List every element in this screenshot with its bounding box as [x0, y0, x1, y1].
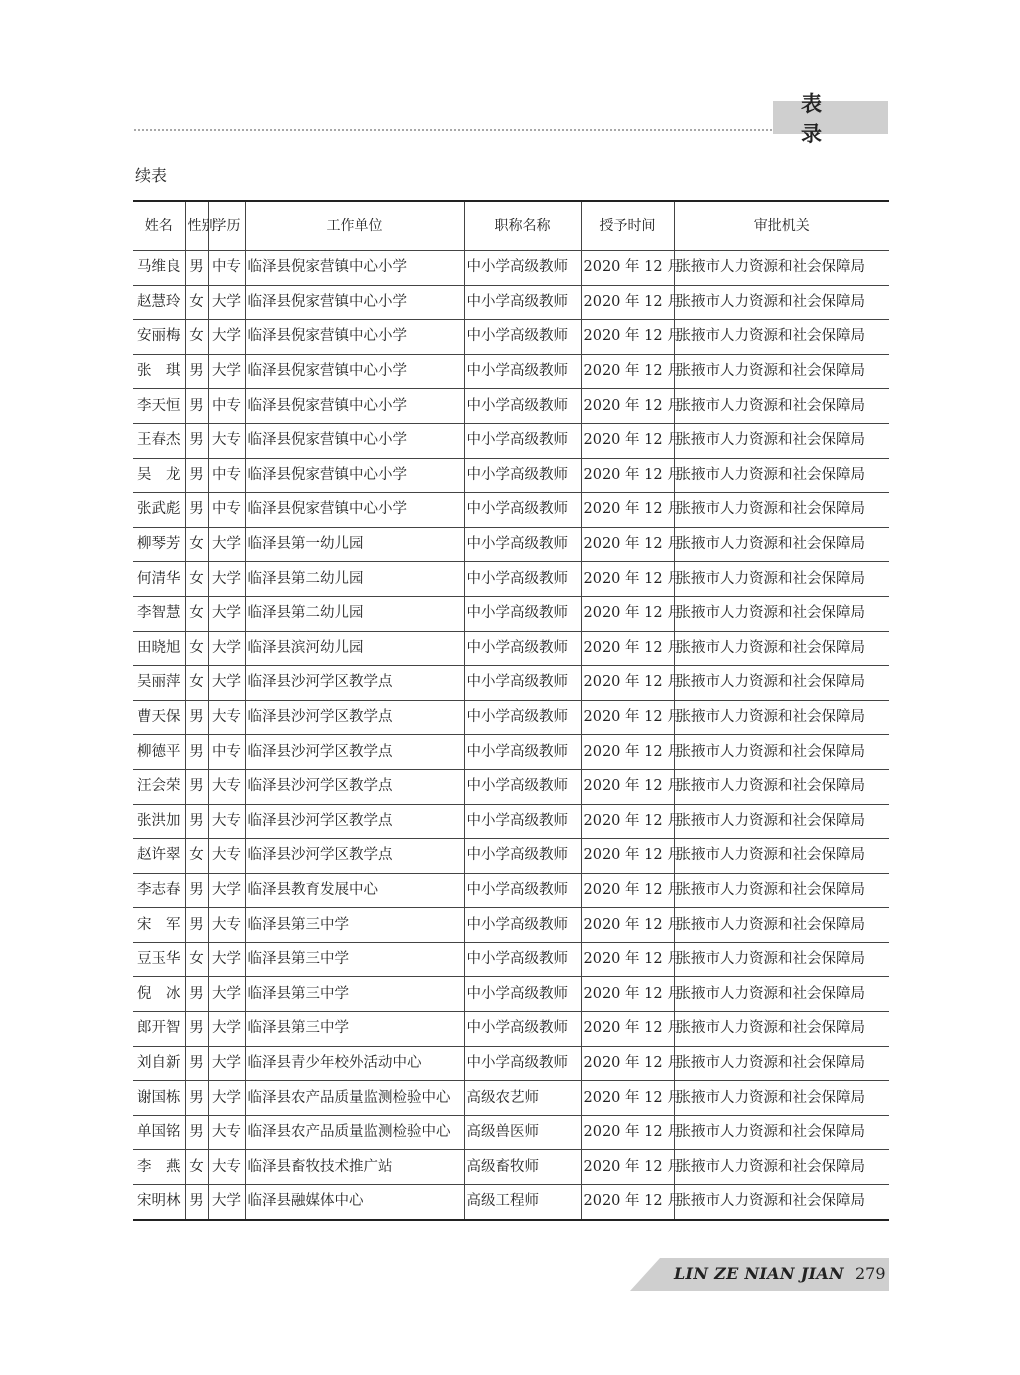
cell-education: 大学 [208, 631, 245, 666]
cell-authority: 张掖市人力资源和社会保障局 [674, 1046, 889, 1081]
table-row [133, 1185, 889, 1220]
cell-title: 中小学高级教师 [464, 354, 581, 389]
cell-authority: 张掖市人力资源和社会保障局 [674, 562, 889, 597]
cell-date: 2020 年 12 月 [581, 354, 674, 389]
cell-date: 2020 年 12 月 [581, 1150, 674, 1185]
cell-name: 张武彪 [133, 493, 185, 528]
table-row [133, 804, 889, 839]
cell-unit: 临泽县第三中学 [245, 908, 464, 943]
cell-title: 中小学高级教师 [464, 493, 581, 528]
cell-title: 高级农艺师 [464, 1081, 581, 1116]
cell-date: 2020 年 12 月 [581, 631, 674, 666]
table-row [133, 666, 889, 701]
cell-title: 中小学高级教师 [464, 1012, 581, 1047]
cell-title: 中小学高级教师 [464, 562, 581, 597]
cell-education: 大学 [208, 1046, 245, 1081]
cell-education: 大学 [208, 320, 245, 355]
cell-name: 王春杰 [133, 423, 185, 458]
cell-name: 李智慧 [133, 596, 185, 631]
cell-title: 高级畜牧师 [464, 1150, 581, 1185]
section-tab: 表 录 [773, 101, 888, 134]
cell-date: 2020 年 12 月 [581, 839, 674, 874]
cell-title: 高级工程师 [464, 1185, 581, 1220]
table-row [133, 873, 889, 908]
cell-authority: 张掖市人力资源和社会保障局 [674, 389, 889, 424]
cell-education: 大专 [208, 908, 245, 943]
cell-unit: 临泽县第三中学 [245, 942, 464, 977]
table-row [133, 839, 889, 874]
cell-title: 中小学高级教师 [464, 389, 581, 424]
cell-unit: 临泽县沙河学区教学点 [245, 769, 464, 804]
cell-unit: 临泽县畜牧技术推广站 [245, 1150, 464, 1185]
cell-gender: 女 [185, 666, 208, 701]
table-row [133, 320, 889, 355]
cell-name: 田晓旭 [133, 631, 185, 666]
cell-unit: 临泽县倪家营镇中心小学 [245, 285, 464, 320]
cell-authority: 张掖市人力资源和社会保障局 [674, 735, 889, 770]
cell-name: 吴丽萍 [133, 666, 185, 701]
table-row [133, 631, 889, 666]
cell-title: 中小学高级教师 [464, 977, 581, 1012]
cell-authority: 张掖市人力资源和社会保障局 [674, 1081, 889, 1116]
cell-authority: 张掖市人力资源和社会保障局 [674, 700, 889, 735]
cell-authority: 张掖市人力资源和社会保障局 [674, 1012, 889, 1047]
cell-date: 2020 年 12 月 [581, 389, 674, 424]
cell-name: 豆玉华 [133, 942, 185, 977]
cell-title: 中小学高级教师 [464, 735, 581, 770]
cell-gender: 男 [185, 700, 208, 735]
cell-date: 2020 年 12 月 [581, 1185, 674, 1220]
cell-education: 大学 [208, 1185, 245, 1220]
cell-gender: 男 [185, 977, 208, 1012]
cell-unit: 临泽县倪家营镇中心小学 [245, 493, 464, 528]
cell-gender: 男 [185, 354, 208, 389]
cell-name: 马维良 [133, 251, 185, 286]
cell-title: 中小学高级教师 [464, 942, 581, 977]
column-header-gender: 性别 [185, 201, 208, 251]
staff-title-table [133, 200, 889, 1221]
cell-education: 大学 [208, 1081, 245, 1116]
cell-date: 2020 年 12 月 [581, 873, 674, 908]
cell-education: 中专 [208, 735, 245, 770]
cell-gender: 男 [185, 493, 208, 528]
cell-education: 大学 [208, 977, 245, 1012]
cell-education: 大专 [208, 1150, 245, 1185]
cell-name: 柳德平 [133, 735, 185, 770]
cell-date: 2020 年 12 月 [581, 735, 674, 770]
cell-education: 中专 [208, 389, 245, 424]
cell-name: 刘自新 [133, 1046, 185, 1081]
column-header-date: 授予时间 [581, 201, 674, 251]
cell-education: 中专 [208, 493, 245, 528]
cell-unit: 临泽县倪家营镇中心小学 [245, 458, 464, 493]
cell-unit: 临泽县沙河学区教学点 [245, 700, 464, 735]
cell-date: 2020 年 12 月 [581, 527, 674, 562]
cell-unit: 临泽县第一幼儿园 [245, 527, 464, 562]
cell-date: 2020 年 12 月 [581, 700, 674, 735]
cell-authority: 张掖市人力资源和社会保障局 [674, 1115, 889, 1150]
cell-authority: 张掖市人力资源和社会保障局 [674, 977, 889, 1012]
cell-gender: 男 [185, 1185, 208, 1220]
table-row [133, 285, 889, 320]
cell-education: 大学 [208, 285, 245, 320]
cell-education: 大学 [208, 942, 245, 977]
cell-name: 李志春 [133, 873, 185, 908]
cell-unit: 临泽县沙河学区教学点 [245, 804, 464, 839]
table-row [133, 700, 889, 735]
cell-name: 倪 冰 [133, 977, 185, 1012]
cell-name: 谢国栋 [133, 1081, 185, 1116]
cell-date: 2020 年 12 月 [581, 562, 674, 597]
cell-unit: 临泽县滨河幼儿园 [245, 631, 464, 666]
cell-title: 中小学高级教师 [464, 285, 581, 320]
cell-title: 中小学高级教师 [464, 700, 581, 735]
cell-authority: 张掖市人力资源和社会保障局 [674, 804, 889, 839]
cell-name: 吴 龙 [133, 458, 185, 493]
cell-gender: 男 [185, 908, 208, 943]
continued-label: 续表 [135, 166, 168, 185]
table-body [133, 251, 889, 1220]
cell-gender: 男 [185, 458, 208, 493]
table-row [133, 251, 889, 286]
cell-education: 大专 [208, 423, 245, 458]
cell-authority: 张掖市人力资源和社会保障局 [674, 631, 889, 666]
cell-title: 中小学高级教师 [464, 769, 581, 804]
cell-gender: 男 [185, 1046, 208, 1081]
table-row [133, 1012, 889, 1047]
cell-title: 中小学高级教师 [464, 527, 581, 562]
cell-education: 大专 [208, 804, 245, 839]
table-header-row [133, 201, 889, 251]
cell-name: 宋明林 [133, 1185, 185, 1220]
cell-gender: 男 [185, 1012, 208, 1047]
cell-date: 2020 年 12 月 [581, 320, 674, 355]
table-row [133, 769, 889, 804]
cell-authority: 张掖市人力资源和社会保障局 [674, 493, 889, 528]
cell-unit: 临泽县沙河学区教学点 [245, 839, 464, 874]
cell-education: 中专 [208, 458, 245, 493]
cell-gender: 男 [185, 1081, 208, 1116]
cell-unit: 临泽县倪家营镇中心小学 [245, 389, 464, 424]
cell-title: 中小学高级教师 [464, 839, 581, 874]
cell-title: 中小学高级教师 [464, 596, 581, 631]
cell-education: 大学 [208, 596, 245, 631]
cell-name: 汪会荣 [133, 769, 185, 804]
column-header-name: 姓名 [133, 201, 185, 251]
table-row [133, 596, 889, 631]
table-row [133, 389, 889, 424]
cell-unit: 临泽县第二幼儿园 [245, 596, 464, 631]
cell-unit: 临泽县第三中学 [245, 977, 464, 1012]
cell-gender: 男 [185, 873, 208, 908]
cell-title: 中小学高级教师 [464, 320, 581, 355]
cell-authority: 张掖市人力资源和社会保障局 [674, 1150, 889, 1185]
cell-name: 赵慧玲 [133, 285, 185, 320]
cell-gender: 女 [185, 596, 208, 631]
cell-authority: 张掖市人力资源和社会保障局 [674, 908, 889, 943]
cell-authority: 张掖市人力资源和社会保障局 [674, 458, 889, 493]
cell-title: 高级兽医师 [464, 1115, 581, 1150]
table-row [133, 942, 889, 977]
cell-gender: 女 [185, 631, 208, 666]
table-row [133, 562, 889, 597]
cell-gender: 男 [185, 423, 208, 458]
cell-date: 2020 年 12 月 [581, 908, 674, 943]
cell-gender: 女 [185, 839, 208, 874]
cell-date: 2020 年 12 月 [581, 1115, 674, 1150]
column-header-education: 学历 [208, 201, 245, 251]
cell-date: 2020 年 12 月 [581, 1012, 674, 1047]
table-row [133, 458, 889, 493]
cell-name: 李天恒 [133, 389, 185, 424]
cell-date: 2020 年 12 月 [581, 596, 674, 631]
table-row [133, 354, 889, 389]
cell-gender: 男 [185, 251, 208, 286]
cell-unit: 临泽县青少年校外活动中心 [245, 1046, 464, 1081]
cell-title: 中小学高级教师 [464, 804, 581, 839]
footer-running-title: LIN ZE NIAN JIAN [674, 1264, 844, 1283]
cell-name: 单国铭 [133, 1115, 185, 1150]
cell-gender: 男 [185, 389, 208, 424]
cell-authority: 张掖市人力资源和社会保障局 [674, 769, 889, 804]
cell-unit: 临泽县第二幼儿园 [245, 562, 464, 597]
table-row [133, 1115, 889, 1150]
cell-date: 2020 年 12 月 [581, 1081, 674, 1116]
cell-date: 2020 年 12 月 [581, 285, 674, 320]
page-number: 279 [855, 1264, 886, 1283]
cell-authority: 张掖市人力资源和社会保障局 [674, 1185, 889, 1220]
cell-education: 大学 [208, 354, 245, 389]
cell-name: 曹天保 [133, 700, 185, 735]
cell-unit: 临泽县沙河学区教学点 [245, 735, 464, 770]
cell-gender: 男 [185, 735, 208, 770]
cell-date: 2020 年 12 月 [581, 423, 674, 458]
cell-gender: 女 [185, 527, 208, 562]
cell-name: 张 琪 [133, 354, 185, 389]
cell-name: 柳琴芳 [133, 527, 185, 562]
cell-education: 大专 [208, 700, 245, 735]
cell-unit: 临泽县农产品质量监测检验中心 [245, 1081, 464, 1116]
cell-gender: 男 [185, 1115, 208, 1150]
cell-name: 宋 军 [133, 908, 185, 943]
cell-authority: 张掖市人力资源和社会保障局 [674, 354, 889, 389]
cell-name: 安丽梅 [133, 320, 185, 355]
cell-date: 2020 年 12 月 [581, 458, 674, 493]
cell-unit: 临泽县沙河学区教学点 [245, 666, 464, 701]
table-row [133, 493, 889, 528]
cell-gender: 男 [185, 769, 208, 804]
cell-unit: 临泽县倪家营镇中心小学 [245, 354, 464, 389]
cell-date: 2020 年 12 月 [581, 666, 674, 701]
cell-title: 中小学高级教师 [464, 873, 581, 908]
cell-education: 大专 [208, 1115, 245, 1150]
cell-name: 李 燕 [133, 1150, 185, 1185]
cell-date: 2020 年 12 月 [581, 804, 674, 839]
header-dotted-rule [133, 128, 773, 132]
cell-authority: 张掖市人力资源和社会保障局 [674, 873, 889, 908]
table-row [133, 735, 889, 770]
cell-gender: 女 [185, 942, 208, 977]
cell-name: 何清华 [133, 562, 185, 597]
cell-name: 郎开智 [133, 1012, 185, 1047]
table-row [133, 977, 889, 1012]
cell-unit: 临泽县融媒体中心 [245, 1185, 464, 1220]
cell-education: 大专 [208, 839, 245, 874]
table-row [133, 423, 889, 458]
table-row [133, 908, 889, 943]
cell-education: 大专 [208, 769, 245, 804]
cell-authority: 张掖市人力资源和社会保障局 [674, 942, 889, 977]
cell-authority: 张掖市人力资源和社会保障局 [674, 527, 889, 562]
cell-authority: 张掖市人力资源和社会保障局 [674, 251, 889, 286]
cell-education: 大学 [208, 873, 245, 908]
column-header-title: 职称名称 [464, 201, 581, 251]
cell-unit: 临泽县倪家营镇中心小学 [245, 320, 464, 355]
column-header-unit: 工作单位 [245, 201, 464, 251]
cell-date: 2020 年 12 月 [581, 942, 674, 977]
cell-education: 大学 [208, 666, 245, 701]
cell-authority: 张掖市人力资源和社会保障局 [674, 320, 889, 355]
table-row [133, 1046, 889, 1081]
cell-authority: 张掖市人力资源和社会保障局 [674, 666, 889, 701]
cell-education: 大学 [208, 1012, 245, 1047]
cell-title: 中小学高级教师 [464, 1046, 581, 1081]
cell-authority: 张掖市人力资源和社会保障局 [674, 423, 889, 458]
cell-unit: 临泽县农产品质量监测检验中心 [245, 1115, 464, 1150]
cell-date: 2020 年 12 月 [581, 251, 674, 286]
cell-date: 2020 年 12 月 [581, 1046, 674, 1081]
cell-gender: 女 [185, 562, 208, 597]
cell-authority: 张掖市人力资源和社会保障局 [674, 596, 889, 631]
cell-gender: 女 [185, 320, 208, 355]
cell-title: 中小学高级教师 [464, 666, 581, 701]
cell-gender: 女 [185, 1150, 208, 1185]
table-row [133, 527, 889, 562]
cell-title: 中小学高级教师 [464, 908, 581, 943]
cell-authority: 张掖市人力资源和社会保障局 [674, 839, 889, 874]
cell-name: 张洪加 [133, 804, 185, 839]
cell-date: 2020 年 12 月 [581, 493, 674, 528]
cell-title: 中小学高级教师 [464, 251, 581, 286]
cell-education: 中专 [208, 251, 245, 286]
cell-title: 中小学高级教师 [464, 423, 581, 458]
column-header-authority: 审批机关 [674, 201, 889, 251]
cell-unit: 临泽县第三中学 [245, 1012, 464, 1047]
cell-title: 中小学高级教师 [464, 458, 581, 493]
cell-unit: 临泽县倪家营镇中心小学 [245, 251, 464, 286]
cell-unit: 临泽县倪家营镇中心小学 [245, 423, 464, 458]
cell-title: 中小学高级教师 [464, 631, 581, 666]
cell-name: 赵许翠 [133, 839, 185, 874]
cell-date: 2020 年 12 月 [581, 769, 674, 804]
cell-education: 大学 [208, 562, 245, 597]
cell-education: 大学 [208, 527, 245, 562]
cell-date: 2020 年 12 月 [581, 977, 674, 1012]
cell-gender: 男 [185, 804, 208, 839]
table-row [133, 1081, 889, 1116]
cell-unit: 临泽县教育发展中心 [245, 873, 464, 908]
cell-gender: 女 [185, 285, 208, 320]
cell-authority: 张掖市人力资源和社会保障局 [674, 285, 889, 320]
table-row [133, 1150, 889, 1185]
